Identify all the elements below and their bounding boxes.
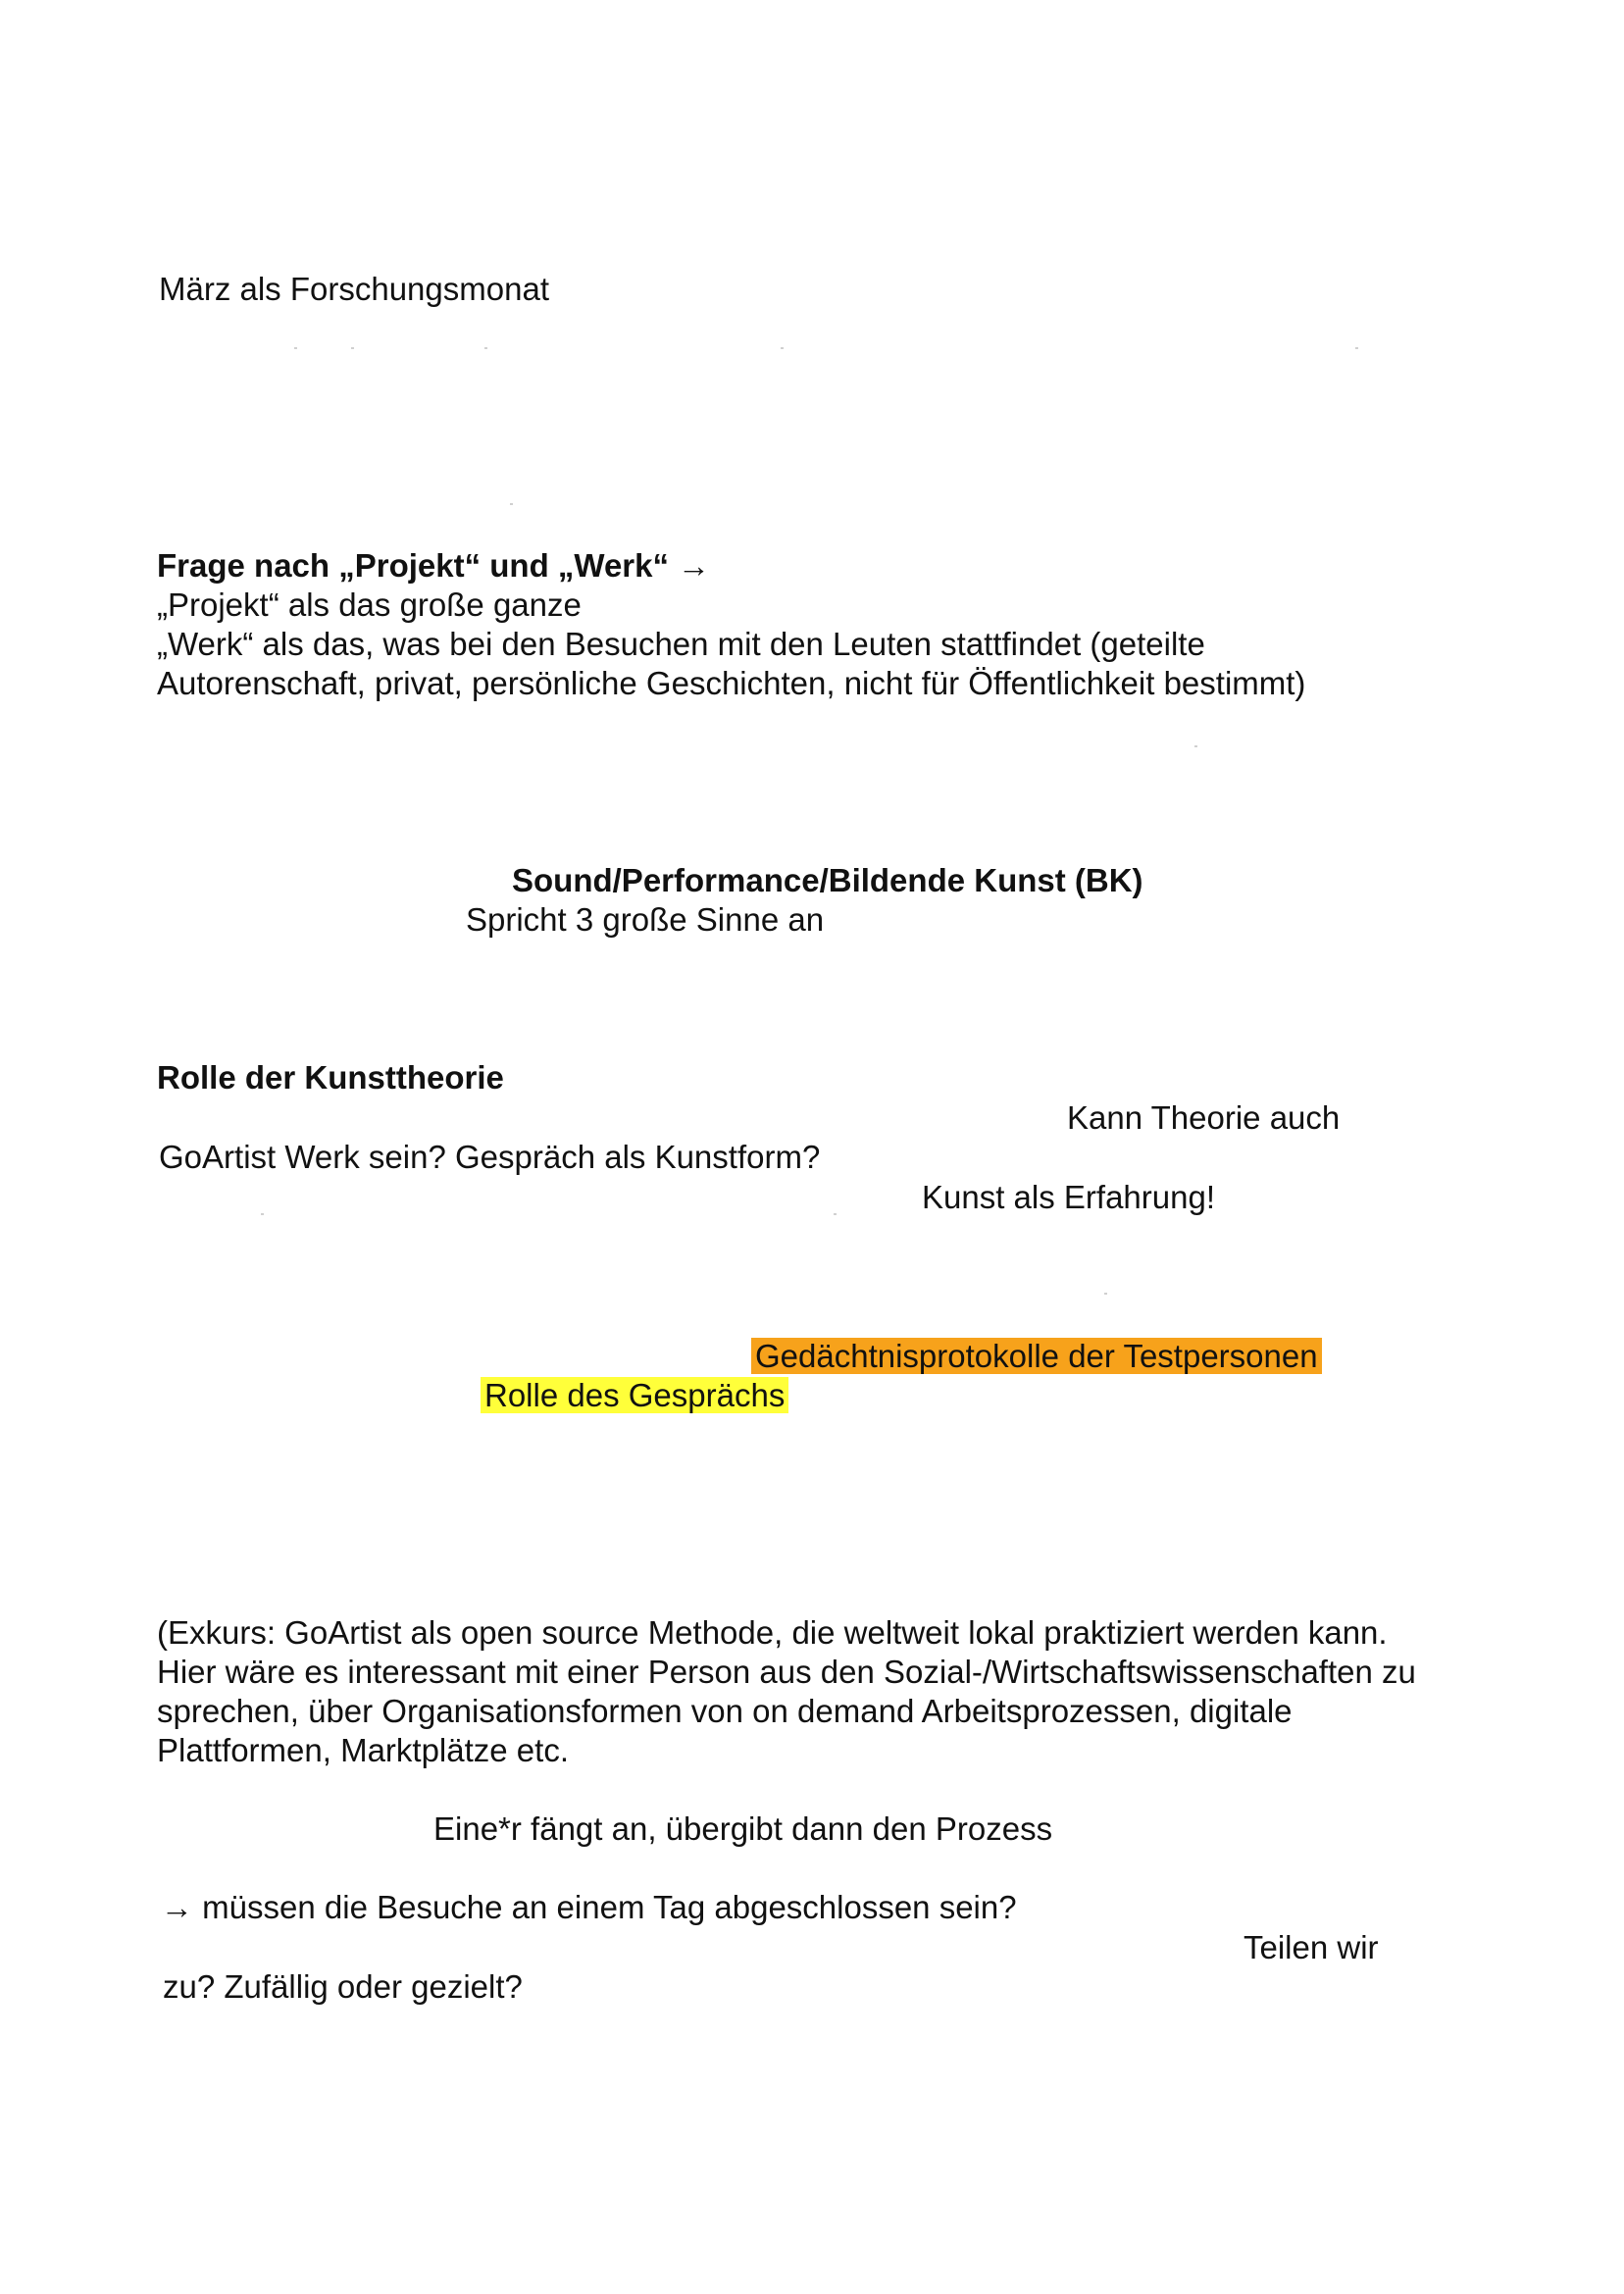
scan-speck — [834, 1213, 837, 1215]
scan-speck — [1104, 1293, 1107, 1295]
projekt-werk-heading: Frage nach „Projekt“ und „Werk“ → — [157, 547, 711, 584]
exkurs-line-1: (Exkurs: GoArtist als open source Methode, die weltweit lokal praktiziert werden kann. — [157, 1614, 1388, 1651]
zufaellig-question: zu? Zufällig oder gezielt? — [163, 1968, 523, 2005]
besuche-question: → müssen die Besuche an einem Tag abgeschlossen sein? — [161, 1889, 1017, 1925]
prozess-line: Eine*r fängt an, übergibt dann den Prozess — [433, 1810, 1053, 1847]
sinne-line: Spricht 3 große Sinne an — [466, 901, 825, 938]
exkurs-line-3: sprechen, über Organisationsformen von on demand Arbeitsprozessen, digitale — [157, 1693, 1293, 1729]
projekt-line: „Projekt“ als das große ganze — [157, 586, 582, 623]
scan-speck — [510, 503, 513, 505]
teilen-wir-fragment: Teilen wir — [1243, 1929, 1379, 1965]
orange-highlight: Gedächtnisprotokolle der Testpersonen — [751, 1338, 1322, 1374]
scan-speck — [781, 347, 784, 349]
scan-speck — [294, 347, 297, 349]
yellow-highlight: Rolle des Gesprächs — [481, 1377, 788, 1413]
scan-speck — [1355, 347, 1358, 349]
title-line: März als Forschungsmonat — [159, 271, 549, 307]
goartist-werk-question: GoArtist Werk sein? Gespräch als Kunstform? — [159, 1139, 821, 1175]
exkurs-line-4: Plattformen, Marktplätze etc. — [157, 1732, 569, 1768]
highlight-yellow-line — [481, 1376, 788, 1415]
exkurs-line-2: Hier wäre es interessant mit einer Person aus den Sozial-/Wirtschaftswissenschaften zu — [157, 1654, 1416, 1690]
werk-line: „Werk“ als das, was bei den Besuchen mit den Leuten stattfindet (geteilte — [157, 626, 1205, 662]
kunsttheorie-heading: Rolle der Kunsttheorie — [157, 1059, 504, 1096]
werk-line-continued: Autorenschaft, privat, persönliche Geschichten, nicht für Öffentlichkeit bestimmt) — [157, 665, 1306, 701]
theorie-question-fragment: Kann Theorie auch — [1067, 1099, 1341, 1136]
kunst-erfahrung-line: Kunst als Erfahrung! — [922, 1179, 1215, 1215]
scan-speck — [261, 1213, 264, 1215]
scan-speck — [351, 347, 354, 349]
scan-speck — [1194, 745, 1197, 747]
highlight-orange-line — [751, 1337, 1322, 1376]
sound-heading: Sound/Performance/Bildende Kunst (BK) — [512, 862, 1143, 898]
scan-speck — [484, 347, 487, 349]
